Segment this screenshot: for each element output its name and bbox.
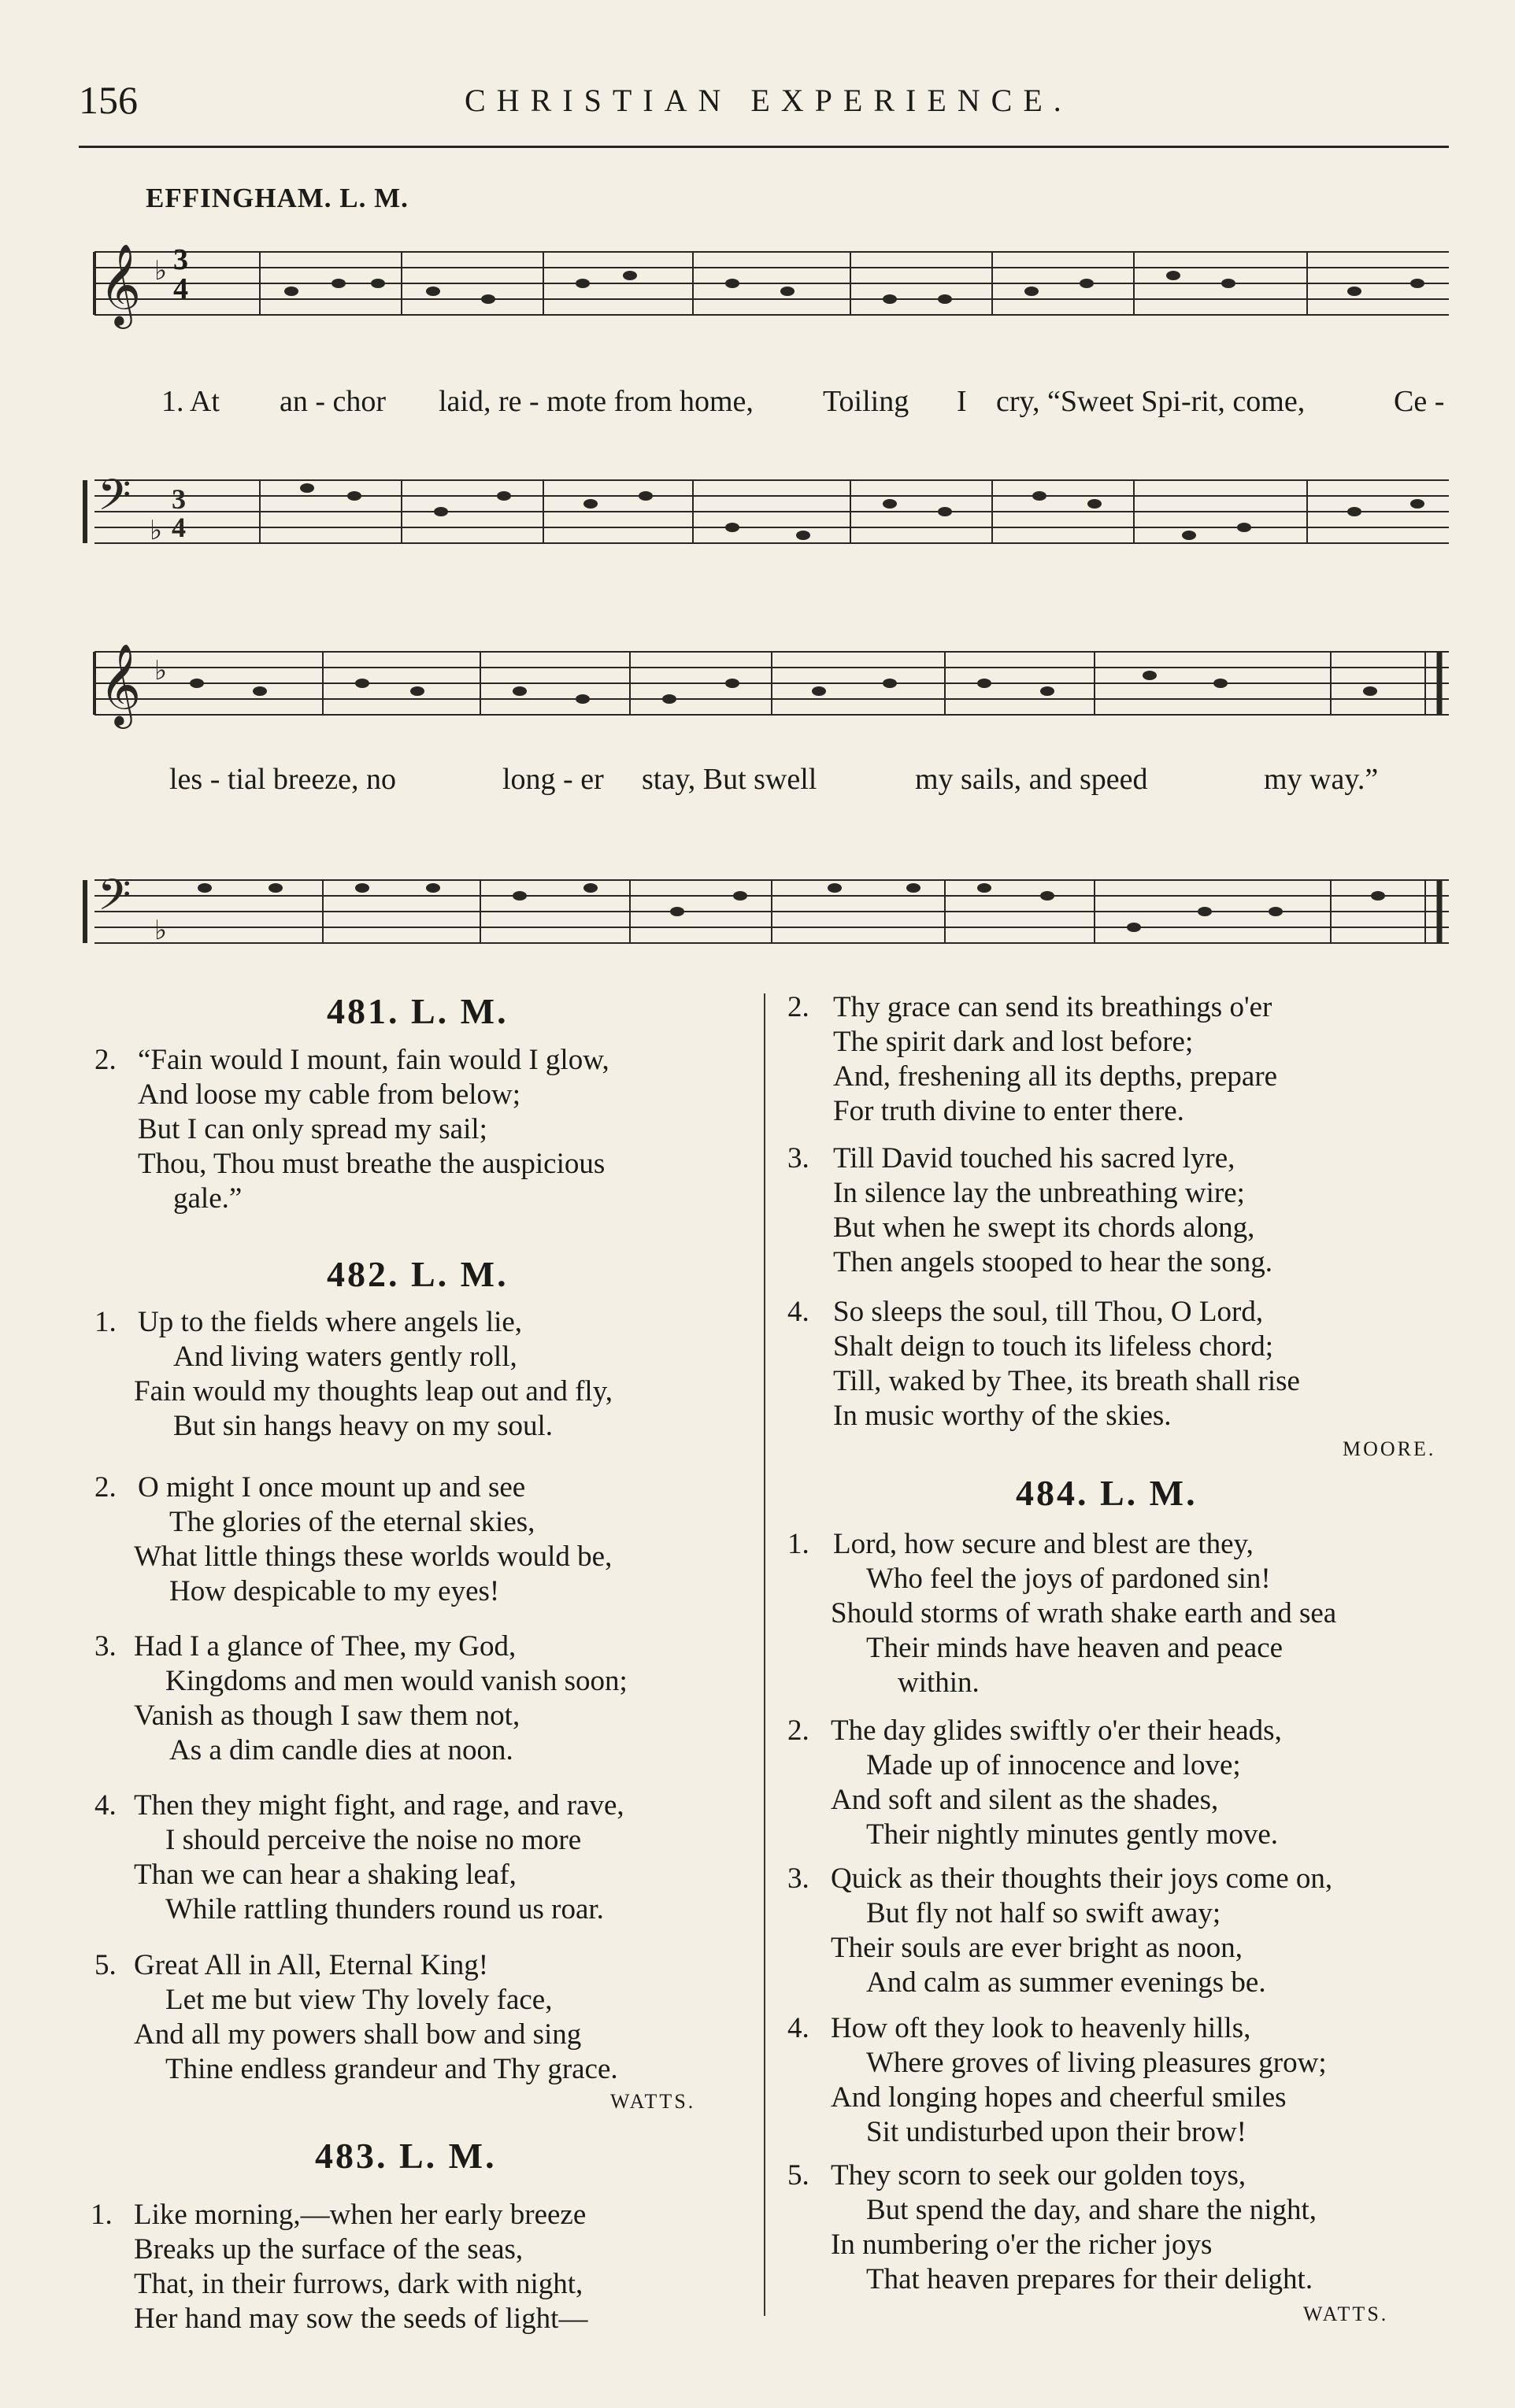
hymn-482-author: WATTS. — [610, 2090, 696, 2113]
stanza-line: Quick as their thoughts their joys come on, — [831, 1862, 1333, 1895]
lyric-line2-w2: long - er — [502, 763, 604, 796]
stanza-line: The glories of the eternal skies, — [169, 1506, 535, 1538]
stanza-line: But I can only spread my sail; — [138, 1113, 487, 1145]
svg-text:4: 4 — [172, 512, 186, 543]
column-divider — [764, 993, 765, 2316]
stanza-line: Their souls are ever bright as noon, — [831, 1932, 1243, 1964]
stanza-line: Had I a glance of Thee, my God, — [134, 1630, 517, 1663]
stanza-line: Till, waked by Thee, its breath shall rise — [833, 1365, 1300, 1397]
stanza-line: In numbering o'er the richer joys — [831, 2229, 1213, 2261]
stanza-number: 3. — [94, 1630, 117, 1663]
lyric-line2-w1: les - tial breeze, no — [169, 763, 397, 796]
stanza-line: Up to the fields where angels lie, — [138, 1306, 523, 1338]
stanza-line: And soft and silent as the shades, — [831, 1784, 1219, 1816]
stanza-line: gale.” — [173, 1182, 243, 1215]
stanza-line: Great All in All, Eternal King! — [134, 1949, 489, 1981]
lyric-line1-w1: 1. At — [161, 385, 220, 418]
stanza-line: Than we can hear a shaking leaf, — [134, 1859, 517, 1891]
stanza-line: That heaven prepares for their delight. — [866, 2263, 1313, 2295]
stanza-line: Thine endless grandeur and Thy grace. — [165, 2053, 618, 2085]
hymn-484-stanza-2 — [787, 1714, 1480, 1855]
time-signature-bottom: 4 — [173, 272, 188, 305]
stanza-number: 3. — [787, 1862, 809, 1895]
stanza-number: 5. — [787, 2159, 809, 2192]
stanza-line: And loose my cable from below; — [138, 1078, 521, 1111]
lyric-line1-w4: Toiling — [823, 385, 909, 418]
stanza-line: And, freshening all its depths, prepare — [833, 1060, 1278, 1093]
stanza-number: 3. — [787, 1142, 809, 1174]
stanza-number: 2. — [94, 1044, 117, 1076]
svg-text:𝄞: 𝄞 — [99, 243, 142, 326]
lyric-line1-w6: cry, “Sweet Spi-rit, come, — [996, 385, 1306, 418]
treble-staff-2 — [79, 636, 1453, 746]
stanza-line: Then angels stooped to hear the song. — [833, 1246, 1272, 1278]
tune-title: EFFINGHAM. L. M. — [146, 183, 409, 213]
stanza-line: But sin hangs heavy on my soul. — [173, 1410, 554, 1442]
stanza-line: While rattling thunders round us roar. — [165, 1893, 604, 1925]
stanza-line: Should storms of wrath shake earth and sea — [831, 1597, 1337, 1629]
stanza-number: 5. — [94, 1949, 117, 1981]
svg-text:𝄢: 𝄢 — [98, 470, 131, 531]
hymn-483-stanza-3 — [787, 1141, 1480, 1283]
stanza-line: Made up of innocence and love; — [866, 1749, 1241, 1781]
stanza-line: Thou, Thou must breathe the auspicious — [138, 1148, 606, 1180]
hymn-483-heading: 483. L. M. — [315, 2136, 497, 2176]
stanza-line: I should perceive the noise no more — [165, 1824, 582, 1856]
page-number: 156 — [79, 78, 138, 122]
stanza-line: Kingdoms and men would vanish soon; — [165, 1665, 628, 1697]
stanza-line: Then they might fight, and rage, and rave, — [134, 1789, 624, 1822]
hymn-483-stanza-4 — [787, 1295, 1480, 1437]
hymn-482-stanza-3 — [94, 1629, 756, 1771]
svg-text:𝄞: 𝄞 — [99, 643, 142, 726]
stanza-line: And all my powers shall bow and sing — [134, 2018, 582, 2051]
stanza-line: What little things these worlds would be, — [134, 1541, 613, 1573]
stanza-line: How despicable to my eyes! — [169, 1575, 500, 1607]
stanza-line: Lord, how secure and blest are they, — [833, 1528, 1254, 1560]
stanza-line: They scorn to seek our golden toys, — [831, 2159, 1246, 2192]
lyric-line1-w7: Ce - — [1394, 385, 1445, 418]
lyric-line1-w3: laid, re - mote from home, — [439, 385, 754, 418]
running-title: CHRISTIAN EXPERIENCE. — [465, 83, 1072, 118]
stanza-line: So sleeps the soul, till Thou, O Lord, — [833, 1296, 1264, 1328]
stanza-number: 2. — [94, 1471, 117, 1504]
lyric-line2-w5: my way.” — [1264, 763, 1379, 796]
stanza-line: Their nightly minutes gently move. — [866, 1818, 1279, 1851]
lyric-line2-w4: my sails, and speed — [915, 763, 1148, 796]
stanza-line: Breaks up the surface of the seas, — [134, 2233, 524, 2266]
stanza-line: Like morning,—when her early breeze — [134, 2199, 587, 2231]
stanza-line: And living waters gently roll, — [173, 1341, 517, 1373]
stanza-line: But fly not half so swift away; — [866, 1897, 1221, 1929]
hymn-481-stanza-2 — [94, 1043, 756, 1224]
hymn-482-heading: 482. L. M. — [327, 1254, 509, 1294]
stanza-number: 4. — [787, 2012, 809, 2044]
lyric-line1-w2: an - chor — [280, 385, 387, 418]
stanza-line: Let me but view Thy lovely face, — [165, 1984, 553, 2016]
stanza-number: 4. — [787, 1296, 809, 1328]
stanza-line: Her hand may sow the seeds of light— — [134, 2303, 588, 2335]
hymn-482-stanza-4 — [94, 1788, 756, 1930]
bass-staff-2 — [79, 864, 1453, 975]
stanza-line: For truth divine to enter there. — [833, 1095, 1184, 1127]
svg-text:♭: ♭ — [154, 255, 168, 287]
header-rule — [79, 146, 1449, 148]
hymn-484-author: WATTS. — [1303, 2303, 1389, 2325]
stanza-line: “Fain would I mount, fain would I glow, — [138, 1044, 609, 1076]
stanza-line: In silence lay the unbreathing wire; — [833, 1177, 1245, 1209]
stanza-line: O might I once mount up and see — [138, 1471, 526, 1504]
stanza-line: The spirit dark and lost before; — [833, 1026, 1194, 1058]
svg-text:𝄢: 𝄢 — [98, 870, 131, 930]
stanza-line: How oft they look to heavenly hills, — [831, 2012, 1251, 2044]
stanza-line: Vanish as though I saw them not, — [134, 1700, 520, 1732]
hymn-484-stanza-4 — [787, 2011, 1480, 2153]
hymn-481-heading: 481. L. M. — [327, 991, 509, 1031]
lyric-line1-w5: I — [957, 385, 967, 418]
stanza-line: And longing hopes and cheerful smiles — [831, 2081, 1287, 2114]
svg-text:♭: ♭ — [154, 655, 168, 686]
stanza-line: But when he swept its chords along, — [833, 1211, 1255, 1244]
stanza-line: within. — [898, 1666, 980, 1699]
stanza-line: Where groves of living pleasures grow; — [866, 2047, 1327, 2079]
stanza-number: 1. — [787, 1528, 809, 1560]
bass-staff-1 — [79, 464, 1453, 575]
stanza-number: 1. — [91, 2199, 113, 2231]
hymn-484-stanza-3 — [787, 1862, 1480, 2003]
stanza-line: The day glides swiftly o'er their heads, — [831, 1714, 1282, 1747]
stanza-line: And calm as summer evenings be. — [866, 1966, 1266, 1999]
treble-staff-1 — [79, 236, 1453, 346]
stanza-number: 1. — [94, 1306, 117, 1338]
hymn-484-stanza-5 — [787, 2158, 1480, 2300]
stanza-line: Shalt deign to touch its lifeless chord; — [833, 1330, 1274, 1363]
stanza-line: Their minds have heaven and peace — [866, 1632, 1283, 1664]
time-signature-top: 3 — [173, 243, 188, 276]
stanza-line: As a dim candle dies at noon. — [169, 1734, 513, 1766]
stanza-line: That, in their furrows, dark with night, — [134, 2268, 583, 2300]
stanza-number: 2. — [787, 1714, 809, 1747]
hymn-484-heading: 484. L. M. — [1016, 1473, 1198, 1513]
svg-text:3: 3 — [172, 483, 186, 515]
hymn-483-stanza-1 — [91, 2198, 760, 2340]
svg-text:♭: ♭ — [154, 915, 168, 946]
stanza-line: Sit undisturbed upon their brow! — [866, 2116, 1247, 2148]
stanza-number: 4. — [94, 1789, 117, 1822]
hymn-482-stanza-5 — [94, 1948, 756, 2090]
stanza-number: 2. — [787, 991, 809, 1023]
lyric-line2-w3: stay, But swell — [642, 763, 817, 796]
svg-text:♭: ♭ — [150, 515, 163, 546]
stanza-line: Till David touched his sacred lyre, — [833, 1142, 1235, 1174]
hymn-483-author: MOORE. — [1343, 1437, 1436, 1460]
stanza-line: In music worthy of the skies. — [833, 1400, 1172, 1432]
hymn-483-stanza-2 — [787, 990, 1480, 1132]
stanza-line: Fain would my thoughts leap out and fly, — [134, 1375, 613, 1407]
hymn-482-stanza-1 — [94, 1305, 756, 1447]
hymn-484-stanza-1 — [787, 1527, 1480, 1708]
stanza-line: Who feel the joys of pardoned sin! — [866, 1563, 1271, 1595]
stanza-line: But spend the day, and share the night, — [866, 2194, 1317, 2226]
hymn-482-stanza-2 — [94, 1470, 756, 1612]
stanza-line: Thy grace can send its breathings o'er — [833, 991, 1272, 1023]
